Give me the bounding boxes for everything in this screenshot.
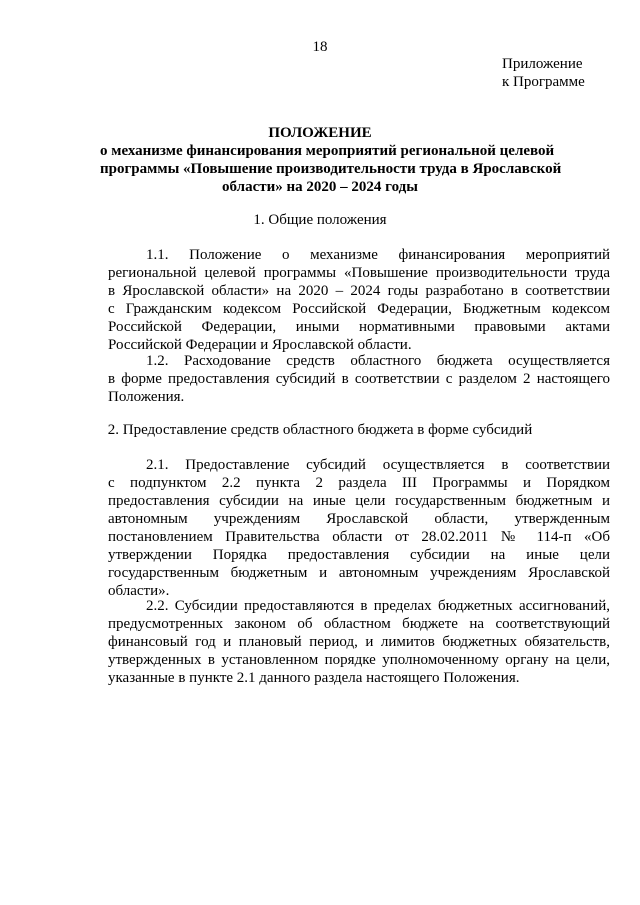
text-line: постановлением Правительства области от 28.02.2011 № 114-п «Об — [108, 529, 610, 545]
section-heading: 2. Предоставление средств областного бюджета в форме субсидий — [107, 422, 533, 438]
paragraph-1-1 — [108, 246, 610, 354]
section-heading: 1. Общие положения — [253, 212, 387, 228]
appendix-line: к Программе — [502, 74, 585, 90]
paragraph-1-2 — [108, 352, 610, 406]
text-line: Российской Федерации и Ярославской области. — [108, 337, 412, 353]
paragraph-2-1 — [108, 456, 610, 600]
text-line: указанные в пункте 2.1 данного раздела настоящего Положения. — [108, 670, 520, 686]
text-line: Российской Федерации, иными нормативными правовыми актами — [108, 319, 610, 335]
text-line: предоставления субсидии на иные цели государственным бюджетным и — [108, 493, 610, 509]
text-line: региональной целевой программы «Повышение производительности труда — [108, 265, 610, 281]
appendix-note — [502, 55, 585, 91]
text-line: государственным бюджетным и автономным учреждениям Ярославской — [108, 565, 610, 581]
text-line: Положения. — [108, 389, 185, 405]
text-line: с Гражданским кодексом Российской Федерации, Бюджетным кодексом — [108, 301, 610, 317]
document-title — [100, 124, 562, 196]
text-line: 1.1. Положение о механизме финансирования мероприятий — [146, 247, 610, 263]
appendix-line: Приложение — [502, 56, 583, 72]
text-line: предусмотренных законом об областном бюджете на соответствующий — [108, 616, 610, 632]
text-line: 2.2. Субсидии предоставляются в пределах бюджетных ассигнований, — [146, 598, 610, 614]
page-number: 18 — [312, 39, 328, 55]
text-line: финансовый год и плановый период, и лимитов бюджетных обязательств, — [108, 634, 610, 650]
text-line: 2.1. Предоставление субсидий осуществляется в соответствии — [146, 457, 610, 473]
title-line: ПОЛОЖЕНИЕ — [268, 125, 372, 141]
text-line: с подпунктом 2.2 пункта 2 раздела III Программы и Порядком — [108, 475, 610, 491]
text-line: области». — [108, 583, 170, 599]
text-line: утверждении Порядка предоставления субсидии на иные цели — [108, 547, 610, 563]
text-line: утвержденных в установленном порядке уполномоченному органу на цели, — [108, 652, 610, 668]
paragraph-2-2 — [108, 597, 610, 687]
text-line: автономным учреждениям Ярославской области, утвержденным — [108, 511, 610, 527]
text-line: в Ярославской области» на 2020 – 2024 годы разработано в соответствии — [108, 283, 610, 299]
title-line: области» на 2020 – 2024 годы — [222, 179, 418, 195]
title-line: программы «Повышение производительности труда в Ярославской — [100, 161, 562, 177]
text-line: в форме предоставления субсидий в соответствии с разделом 2 настоящего — [108, 371, 610, 387]
title-line: о механизме финансирования мероприятий региональной целевой — [100, 143, 555, 159]
text-line: 1.2. Расходование средств областного бюджета осуществляется — [146, 353, 610, 369]
